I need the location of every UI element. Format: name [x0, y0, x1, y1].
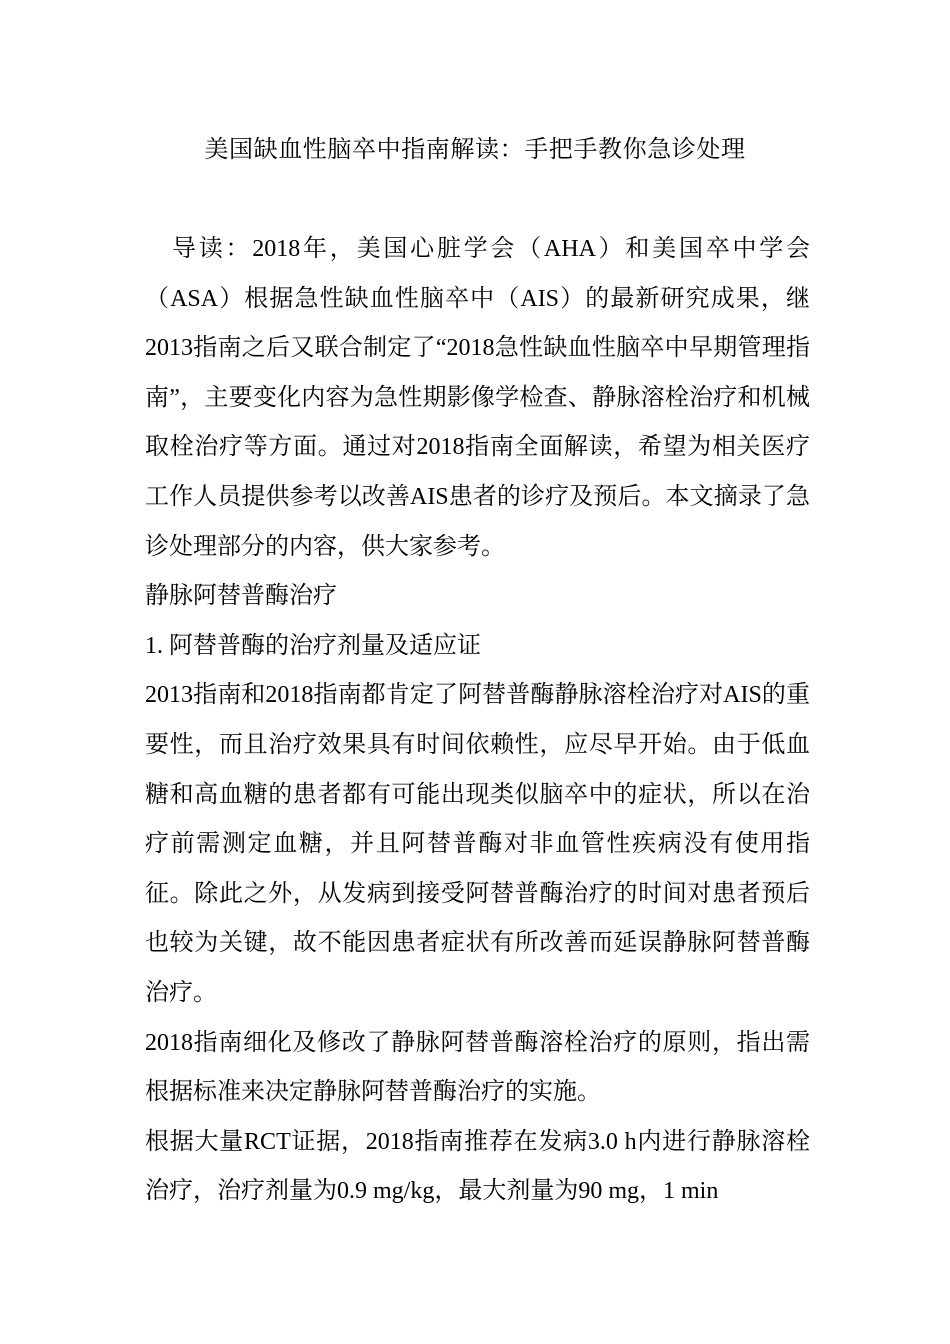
section-heading: 静脉阿替普酶治疗	[145, 583, 337, 610]
body-paragraph: 2018指南细化及修改了静脉阿替普酶溶栓治疗的原则，指出需根据标准来决定静脉阿替普酶治疗的实施。	[145, 1029, 810, 1106]
body-paragraph: 2013指南和2018指南都肯定了阿替普酶静脉溶栓治疗对AIS的重要性，而且治疗效果具有时间依赖性，应尽早开始。由于低血糖和高血糖的患者都有可能出现类似脑卒中的症状，所以在治疗前需测定血糖，并且阿替普酶对非血管性疾病没有使用指征。除此之外，从发病到接受阿替普酶治疗的时间对患者预后也较为关键，故不能因患者症状有所改善而延误静脉阿替普酶治疗。	[145, 682, 810, 1006]
subsection-heading: 1. 阿替普酶的治疗剂量及适应证	[145, 632, 481, 659]
intro-paragraph: 导读：2018年，美国心脏学会（AHA）和美国卒中学会（ASA）根据急性缺血性脑卒中（AIS）的最新研究成果，继2013指南之后又联合制定了“2018急性缺血性脑卒中早期管理指南”，主要变化内容为急性期影像学检查、静脉溶栓治疗和机械取栓治疗等方面。通过对2018指南全面解读，希望为相关医疗工作人员提供参考以改善AIS患者的诊疗及预后。本文摘录了急诊处理部分的内容，供大家参考。	[145, 236, 810, 560]
document-title: 美国缺血性脑卒中指南解读：手把手教你急诊处理	[204, 137, 746, 163]
body-paragraph: 根据大量RCT证据，2018指南推荐在发病3.0 h内进行静脉溶栓治疗，治疗剂量为0.9 mg/kg，最大剂量为90 mg，1 min	[145, 1128, 810, 1205]
document-body	[145, 225, 810, 1217]
